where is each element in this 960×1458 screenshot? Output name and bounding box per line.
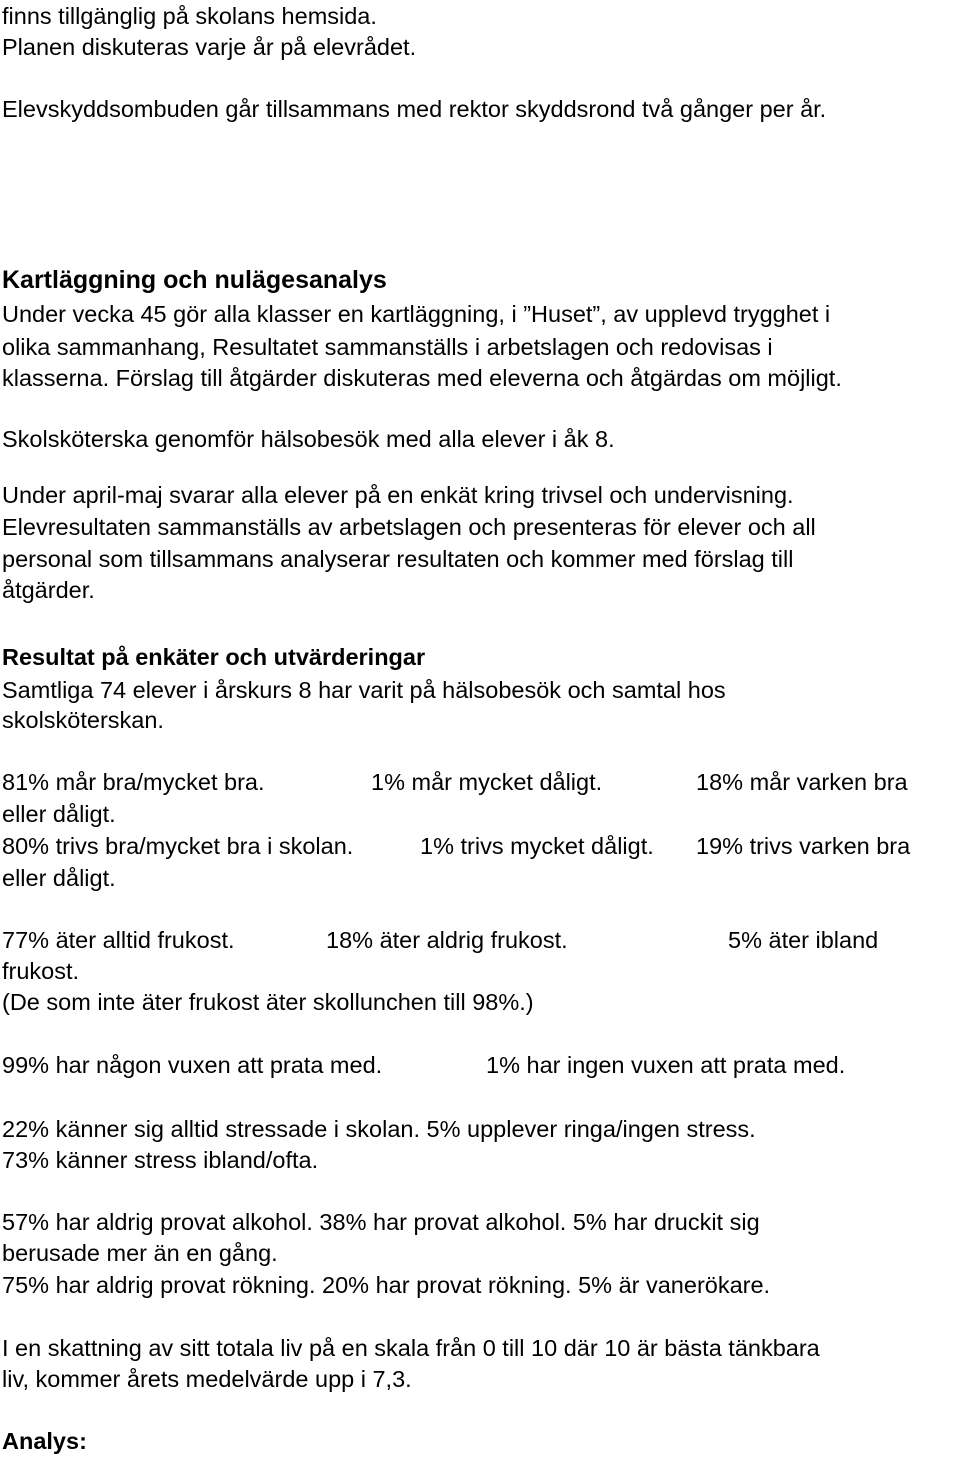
life-line-2: liv, kommer årets medelvärde upp i 7,3. (2, 1366, 412, 1392)
breakfast-sometimes: 5% äter ibland (728, 927, 879, 953)
section-heading-results: Resultat på enkäter och utvärderingar (2, 644, 426, 670)
mapping-p3-line-1: Under april-maj svarar alla elever på en enkät kring trivsel och undervisning. (2, 482, 794, 508)
mapping-p3-line-4: åtgärder. (2, 577, 95, 603)
mapping-p1-line-1: Under vecka 45 gör alla klasser en kartläggning, i ”Huset”, av upplevd trygghet i (2, 301, 831, 327)
thrive-bad: 1% trivs mycket dåligt. (420, 833, 654, 859)
intro-line-1: finns tillgänglig på skolans hemsida. (2, 3, 377, 29)
section-heading-analysis: Analys: (2, 1428, 87, 1454)
results-p1-line-2: skolsköterskan. (2, 707, 164, 733)
alcohol-line-1: 57% har aldrig provat alkohol. 38% har provat alkohol. 5% har druckit sig (2, 1209, 760, 1235)
smoking-line: 75% har aldrig provat rökning. 20% har provat rökning. 5% är vanerökare. (2, 1272, 771, 1298)
health-bad: 1% mår mycket dåligt. (371, 769, 603, 795)
intro-line-2: Planen diskuteras varje år på elevrådet. (2, 34, 417, 60)
adult-no: 1% har ingen vuxen att prata med. (486, 1052, 846, 1078)
adult-yes: 99% har någon vuxen att prata med. (2, 1052, 383, 1078)
mapping-p3-line-2: Elevresultaten sammanställs av arbetslagen och presenteras för elever och all (2, 514, 816, 540)
thrive-good: 80% trivs bra/mycket bra i skolan. (2, 833, 354, 859)
life-line-1: I en skattning av sitt totala liv på en skala från 0 till 10 där 10 är bästa tänkbara (2, 1335, 820, 1361)
mapping-p2: Skolsköterska genomför hälsobesök med alla elever i åk 8. (2, 426, 615, 452)
results-p1-line-1: Samtliga 74 elever i årskurs 8 har varit på hälsobesök och samtal hos (2, 677, 726, 703)
mapping-p1-line-2: olika sammanhang, Resultatet sammanställs i arbetslagen och redovisas i (2, 334, 773, 360)
health-neutral: 18% mår varken bra (696, 769, 908, 795)
breakfast-note: (De som inte äter frukost äter skollunchen till 98%.) (2, 989, 534, 1015)
breakfast-row-cont: frukost. (2, 958, 80, 984)
health-row-cont: eller dåligt. (2, 801, 116, 827)
breakfast-never: 18% äter aldrig frukost. (326, 927, 568, 953)
thrive-row-cont: eller dåligt. (2, 865, 116, 891)
stress-line-1: 22% känner sig alltid stressade i skolan. 5% upplever ringa/ingen stress. (2, 1116, 756, 1142)
mapping-p3-line-3: personal som tillsammans analyserar resultaten och kommer med förslag till (2, 546, 794, 572)
thrive-neutral: 19% trivs varken bra (696, 833, 911, 859)
section-heading-mapping: Kartläggning och nulägesanalys (2, 266, 387, 294)
breakfast-always: 77% äter alltid frukost. (2, 927, 235, 953)
mapping-p1-line-3: klasserna. Förslag till åtgärder diskuteras med eleverna och åtgärdas om möjligt. (2, 365, 842, 391)
alcohol-line-2: berusade mer än en gång. (2, 1240, 278, 1266)
stress-line-2: 73% känner stress ibland/ofta. (2, 1147, 319, 1173)
intro-line-3: Elevskyddsombuden går tillsammans med rektor skyddsrond två gånger per år. (2, 96, 827, 122)
health-good: 81% mår bra/mycket bra. (2, 769, 265, 795)
